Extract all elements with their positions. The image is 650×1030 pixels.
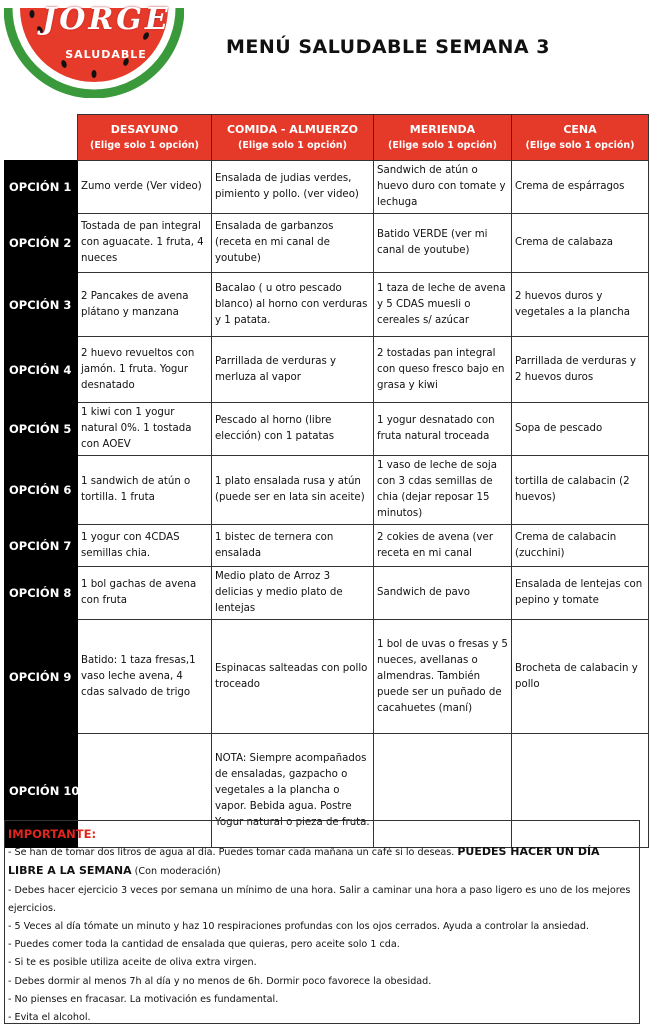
comida-cell: NOTA: Siempre acompañados de ensaladas, gazpacho o vegetales a la plancha o vapor. Bebida agua. Postre Yogur natural o pieza de fruta. bbox=[212, 734, 374, 848]
option-label: OPCIÓN 9 bbox=[5, 620, 78, 734]
table-row bbox=[5, 403, 649, 456]
important-title: IMPORTANTE: bbox=[8, 827, 97, 841]
important-item: - Evita el alcohol. bbox=[8, 1012, 91, 1024]
column-header-merienda: MERIENDA (Elige solo 1 opción) bbox=[374, 115, 512, 161]
cena-cell: Ensalada de lentejas con pepino y tomate bbox=[512, 567, 649, 620]
desayuno-cell: 1 sandwich de atún o tortilla. 1 fruta bbox=[78, 456, 212, 525]
desayuno-cell: 2 Pancakes de avena plátano y manzana bbox=[78, 273, 212, 337]
table-row bbox=[5, 161, 649, 214]
option-label: OPCIÓN 4 bbox=[5, 337, 78, 403]
option-label: OPCIÓN 5 bbox=[5, 403, 78, 456]
table-row bbox=[5, 525, 649, 567]
important-item: - Se han de tomar dos litros de agua al día. Puedes tomar cada mañana un café si lo deseas. PUEDES HACER UN DÍA LIBRE A LA SEMANA (Con moderación) bbox=[8, 845, 600, 878]
cena-cell: Brocheta de calabacin y pollo bbox=[512, 620, 649, 734]
logo-subtext: SALUDABLE bbox=[65, 48, 147, 61]
merienda-cell: 1 bol de uvas o fresas y 5 nueces, avellanas o almendras. También puede ser un puñado de cacahuetes (maní) bbox=[374, 620, 512, 734]
cena-cell: Parrillada de verduras y 2 huevos duros bbox=[512, 337, 649, 403]
merienda-cell: 1 taza de leche de avena y 5 CDAS muesli o cereales s/ azúcar bbox=[374, 273, 512, 337]
comida-cell: 1 bistec de ternera con ensalada bbox=[212, 525, 374, 567]
comida-cell: Ensalada de garbanzos (receta en mi canal de youtube) bbox=[212, 214, 374, 273]
cena-cell: Crema de calabacin (zucchini) bbox=[512, 525, 649, 567]
menu-table bbox=[4, 114, 649, 848]
cena-cell: 2 huevos duros y vegetales a la plancha bbox=[512, 273, 649, 337]
important-item: - Debes dormir al menos 7h al día y no menos de 6h. Dormir poco favorece la obesidad. bbox=[8, 975, 432, 987]
cena-cell: Crema de espárragos bbox=[512, 161, 649, 214]
option-label: OPCIÓN 6 bbox=[5, 456, 78, 525]
desayuno-cell: Tostada de pan integral con aguacate. 1 fruta, 4 nueces bbox=[78, 214, 212, 273]
comida-cell: Pescado al horno (libre elección) con 1 patatas bbox=[212, 403, 374, 456]
important-notes bbox=[4, 820, 640, 1024]
desayuno-cell: Batido: 1 taza fresas,1 vaso leche avena, 4 cdas salvado de trigo bbox=[78, 620, 212, 734]
desayuno-cell: 1 yogur con 4CDAS semillas chia. bbox=[78, 525, 212, 567]
merienda-cell: 2 tostadas pan integral con queso fresco bajo en grasa y kiwi bbox=[374, 337, 512, 403]
comida-cell: Bacalao ( u otro pescado blanco) al horno con verduras y 1 patata. bbox=[212, 273, 374, 337]
option-label: OPCIÓN 7 bbox=[5, 525, 78, 567]
important-item: - Si te es posible utiliza aceite de oliva extra virgen. bbox=[8, 957, 257, 969]
table-row bbox=[5, 337, 649, 403]
table-row bbox=[5, 456, 649, 525]
option-label: OPCIÓN 2 bbox=[5, 214, 78, 273]
logo-text: JORGE bbox=[42, 2, 171, 37]
desayuno-cell: 1 bol gachas de avena con fruta bbox=[78, 567, 212, 620]
merienda-cell: Batido VERDE (ver mi canal de youtube) bbox=[374, 214, 512, 273]
page-title: MENÚ SALUDABLE SEMANA 3 bbox=[226, 36, 550, 58]
important-item: - No pienses en fracasar. La motivación es fundamental. bbox=[8, 993, 279, 1005]
desayuno-cell: 2 huevo revueltos con jamón. 1 fruta. Yogur desnatado bbox=[78, 337, 212, 403]
desayuno-cell: Zumo verde (Ver video) bbox=[78, 161, 212, 214]
table-header-row bbox=[5, 115, 649, 161]
cena-cell: tortilla de calabacin (2 huevos) bbox=[512, 456, 649, 525]
free-day-note: PUEDES HACER UN DÍA LIBRE A LA SEMANA bbox=[8, 845, 600, 878]
table-row bbox=[5, 567, 649, 620]
cena-cell: Crema de calabaza bbox=[512, 214, 649, 273]
table-row bbox=[5, 620, 649, 734]
merienda-cell: Sandwich de atún o huevo duro con tomate y lechuga bbox=[374, 161, 512, 214]
comida-cell: Espinacas salteadas con pollo troceado bbox=[212, 620, 374, 734]
column-header-cena: CENA (Elige solo 1 opción) bbox=[512, 115, 649, 161]
column-header-comida: COMIDA - ALMUERZO (Elige solo 1 opción) bbox=[212, 115, 374, 161]
column-header-desayuno: DESAYUNO (Elige solo 1 opción) bbox=[78, 115, 212, 161]
option-label: OPCIÓN 3 bbox=[5, 273, 78, 337]
merienda-cell: 1 vaso de leche de soja con 3 cdas semillas de chia (dejar reposar 15 minutos) bbox=[374, 456, 512, 525]
option-label: OPCIÓN 10 bbox=[5, 734, 78, 848]
table-row bbox=[5, 214, 649, 273]
cena-cell: Sopa de pescado bbox=[512, 403, 649, 456]
important-item: - Puedes comer toda la cantidad de ensalada que quieras, pero aceite solo 1 cda. bbox=[8, 939, 400, 951]
option-label: OPCIÓN 1 bbox=[5, 161, 78, 214]
merienda-cell: 1 yogur desnatado con fruta natural troceada bbox=[374, 403, 512, 456]
merienda-cell: 2 cokies de avena (ver receta en mi canal bbox=[374, 525, 512, 567]
table-row bbox=[5, 273, 649, 337]
option-label: OPCIÓN 8 bbox=[5, 567, 78, 620]
merienda-cell: Sandwich de pavo bbox=[374, 567, 512, 620]
desayuno-cell: 1 kiwi con 1 yogur natural 0%. 1 tostada con AOEV bbox=[78, 403, 212, 456]
comida-cell: Parrillada de verduras y merluza al vapor bbox=[212, 337, 374, 403]
important-item: - 5 Veces al día tómate un minuto y haz 10 respiraciones profundas con los ojos cerrados. Ayuda a controlar la ansiedad. bbox=[8, 921, 589, 933]
brand-logo bbox=[4, 2, 184, 98]
comida-cell: Medio plato de Arroz 3 delicias y medio plato de lentejas bbox=[212, 567, 374, 620]
important-item: - Debes hacer ejercicio 3 veces por semana un mínimo de una hora. Salir a caminar una hora a paso ligero es uno de los mejores ejercicios. bbox=[8, 884, 631, 914]
comida-cell: Ensalada de judias verdes, pimiento y pollo. (ver video) bbox=[212, 161, 374, 214]
comida-cell: 1 plato ensalada rusa y atún (puede ser en lata sin aceite) bbox=[212, 456, 374, 525]
corner-cell bbox=[5, 115, 78, 161]
